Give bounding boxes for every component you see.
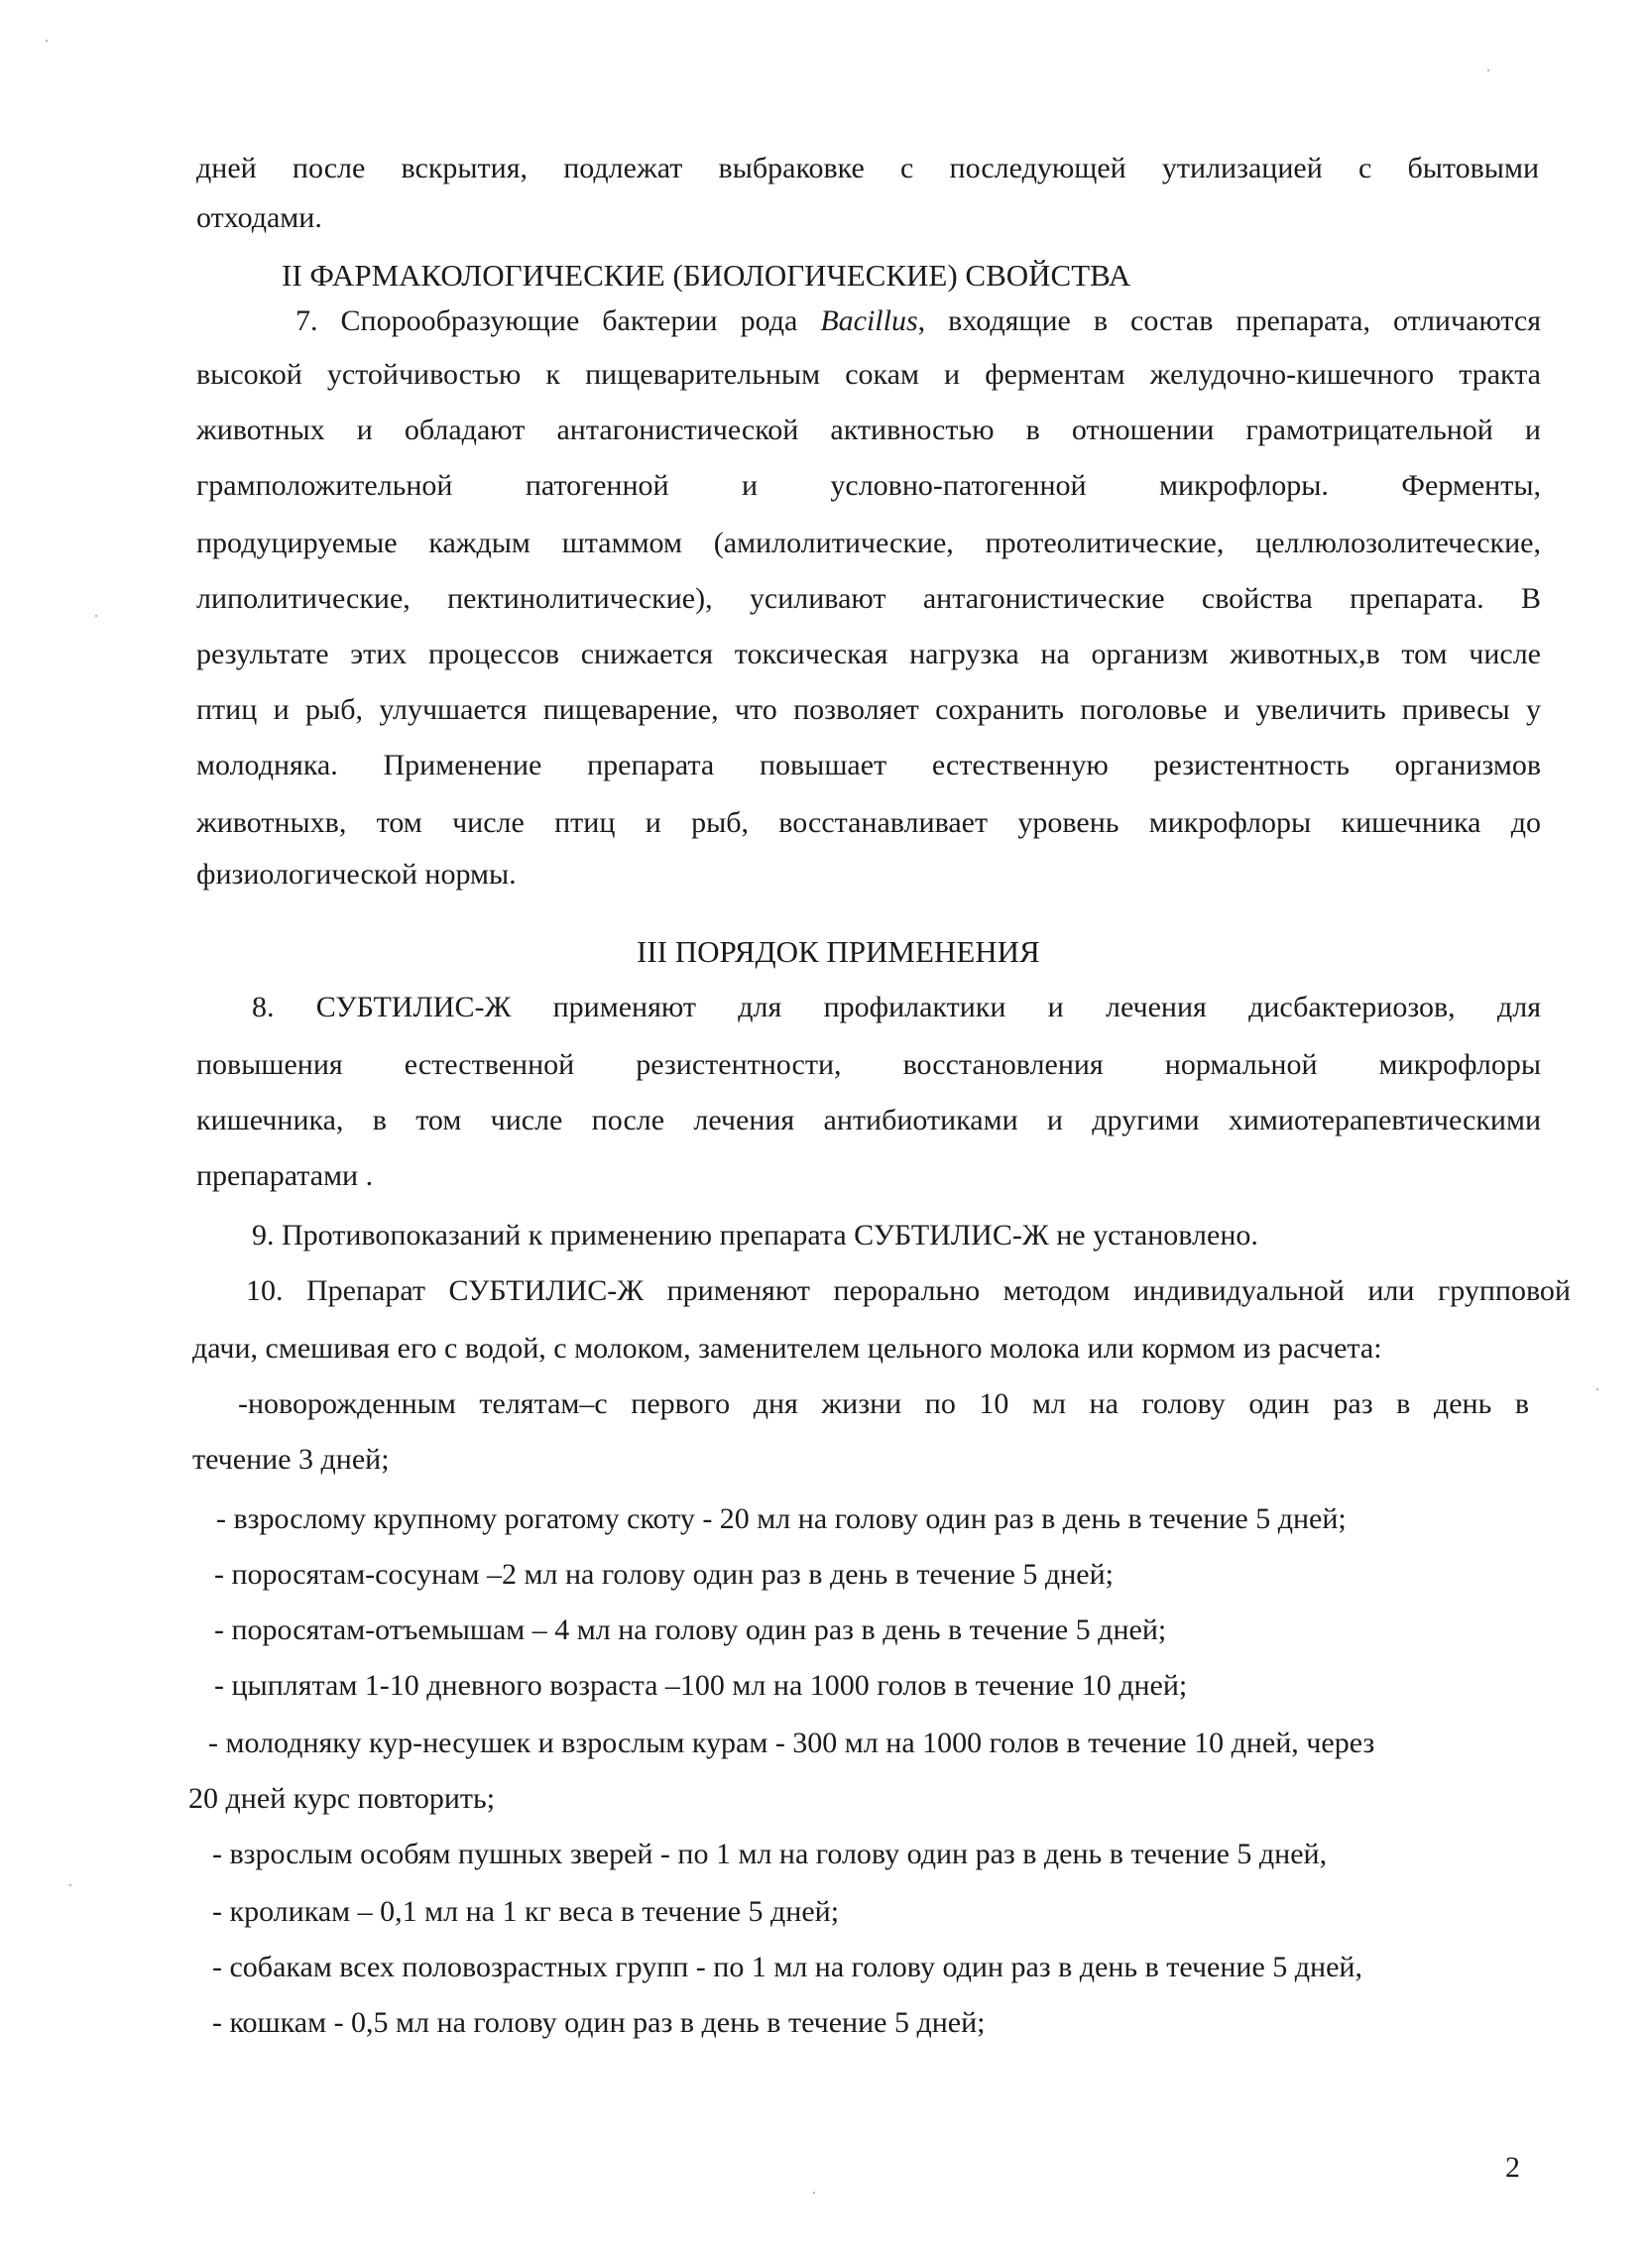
text-line: дней после вскрытия, подлежат выбраковке с последующей утилизацией с бытовыми	[196, 152, 1539, 184]
scan-speck	[69, 1884, 71, 1886]
scan-speck	[95, 615, 97, 617]
text-span: , входящие в состав препарата, отличаются	[917, 304, 1541, 337]
text-line	[295, 301, 1541, 341]
text-line: отходами.	[196, 201, 322, 234]
text-line: - поросятам-сосунам –2 мл на голову один раз в день в течение 5 дней;	[214, 1558, 1114, 1591]
section-heading: III ПОРЯДОК ПРИМЕНЕНИЯ	[637, 934, 1040, 969]
text-line: - поросятам-отъемышам – 4 мл на голову один раз в день в течение 5 дней;	[214, 1613, 1167, 1646]
text-line: - взрослому крупному рогатому скоту - 20 мл на голову один раз в день в течение 5 дней;	[216, 1502, 1347, 1535]
scan-speck	[1596, 1388, 1598, 1390]
text-line: молодняка. Применение препарата повышает естественную резистентность организмов	[196, 749, 1541, 781]
text-line: дачи, смешивая его с водой, с молоком, заменителем цельного молока или кормом из расчета:	[192, 1332, 1382, 1365]
text-line: течение 3 дней;	[192, 1443, 390, 1476]
text-line: животныхв, том числе птиц и рыб, восстанавливает уровень микрофлоры кишечника до	[196, 806, 1541, 839]
text-line: кишечника, в том числе после лечения антибиотиками и другими химиотерапевтическими	[196, 1104, 1541, 1136]
text-line: - цыплятам 1-10 дневного возраста –100 мл на 1000 голов в течение 10 дней;	[214, 1669, 1188, 1702]
scan-speck	[1487, 69, 1489, 71]
text-line: результате этих процессов снижается токсическая нагрузка на организм животных,в том числе	[196, 638, 1541, 670]
text-line: повышения естественной резистентности, восстановления нормальной микрофлоры	[196, 1048, 1541, 1081]
scan-speck	[813, 2192, 815, 2194]
text-line: - взрослым особям пушных зверей - по 1 мл на голову один раз в день в течение 5 дней,	[212, 1838, 1328, 1870]
page-number: 2	[1505, 2151, 1520, 2184]
text-line: продуцируемые каждым штаммом (амилолитические, протеолитические, целлюлозолитеческие,	[196, 527, 1541, 559]
text-line: - собакам всех половозрастных групп - по 1 мл на голову один раз в день в течение 5 дней,	[212, 1951, 1362, 1983]
scan-speck	[46, 40, 48, 42]
text-line: грамположительной патогенной и условно-патогенной микрофлоры. Ферменты,	[196, 469, 1541, 502]
text-line: 10. Препарат СУБТИЛИС-Ж применяют перорально методом индивидуальной или групповой	[246, 1274, 1571, 1307]
text-line: - молодняку кур-несушек и взрослым курам - 300 мл на 1000 голов в течение 10 дней, через	[208, 1727, 1375, 1759]
text-line: - кошкам - 0,5 мл на голову один раз в день в течение 5 дней;	[212, 2006, 986, 2039]
text-line: -новорожденным телятам–с первого дня жизни по 10 мл на голову один раз в день в	[238, 1387, 1529, 1420]
text-line: препаратами .	[196, 1159, 374, 1192]
text-line: 9. Противопоказаний к применению препарата СУБТИЛИС-Ж не установлено.	[252, 1219, 1258, 1252]
text-line: физиологической нормы.	[196, 858, 517, 891]
text-line: 8. СУБТИЛИС-Ж применяют для профилактики и лечения дисбактериозов, для	[252, 991, 1541, 1023]
text-line: - кроликам – 0,1 мл на 1 кг веса в течение 5 дней;	[212, 1895, 840, 1928]
text-line: 20 дней курс повторить;	[188, 1782, 496, 1815]
text-line: высокой устойчивостью к пищеварительным сокам и ферментам желудочно-кишечного тракта	[196, 358, 1541, 391]
text-line: птиц и рыб, улучшается пищеварение, что позволяет сохранить поголовье и увеличить привесы у	[196, 693, 1541, 726]
text-span: 7. Спорообразующие бактерии рода	[295, 304, 798, 337]
text-line: животных и обладают антагонистической активностью в отношении грамотрицательной и	[196, 414, 1541, 446]
text-line: липолитические, пектинолитические), усиливают антагонистические свойства препарата. В	[196, 582, 1541, 615]
italic-term: Bacillus	[820, 304, 918, 337]
section-heading: II ФАРМАКОЛОГИЧЕСКИЕ (БИОЛОГИЧЕСКИЕ) СВОЙСТВА	[282, 258, 1131, 293]
